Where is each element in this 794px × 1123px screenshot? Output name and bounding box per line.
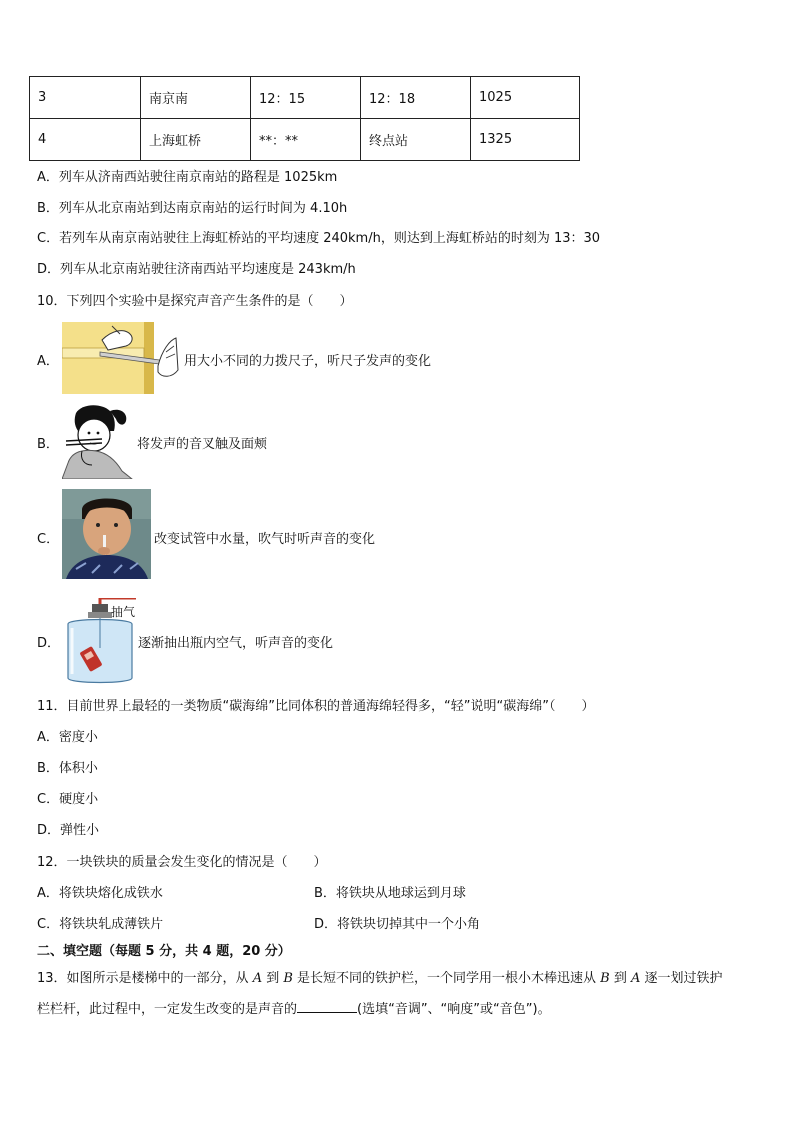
q11-option-a: A．密度小 bbox=[37, 730, 98, 745]
q13-text: 是长短不同的铁护栏，一个同学用一根小木棒迅速从 bbox=[292, 971, 601, 986]
ruler-experiment-image bbox=[62, 322, 182, 394]
tuning-fork-girl-image bbox=[62, 403, 136, 479]
table-cell: 南京南 bbox=[141, 77, 251, 119]
q10-option-a-text: 用大小不同的力拨尺子，听尺子发声的变化 bbox=[184, 354, 432, 369]
q11-option-b: B．体积小 bbox=[37, 761, 98, 776]
q10-option-c-text: 改变试管中水量，吹气时听声音的变化 bbox=[154, 532, 376, 547]
q12-option-c: C．将铁块轧成薄铁片 bbox=[37, 917, 164, 932]
table-cell: 1025 bbox=[471, 77, 580, 119]
table-cell: **：** bbox=[251, 119, 361, 161]
q13-text: 栏栏杆，此过程中，一定发生改变的是声音的 bbox=[37, 1002, 298, 1017]
q12-option-a: A．将铁块熔化成铁水 bbox=[37, 886, 163, 901]
q9-option-a: A．列车从济南西站驶往南京南站的路程是 1025km bbox=[37, 170, 338, 185]
table-cell: 上海虹桥 bbox=[141, 119, 251, 161]
q9-option-b: B．列车从北京南站到达南京南站的运行时间为 4.10h bbox=[37, 201, 348, 216]
q11-stem: 11．目前世界上最轻的一类物质“碳海绵”比同体积的普通海绵轻得多，“轻”说明“碳海绵”（ ） bbox=[37, 699, 595, 714]
q10-option-d-label: D． bbox=[37, 636, 61, 651]
q12-option-b: B．将铁块从地球运到月球 bbox=[314, 886, 466, 901]
table-cell: 终点站 bbox=[361, 119, 471, 161]
table-cell: 12：15 bbox=[251, 77, 361, 119]
q9-option-d: D．列车从北京南站驶往济南西站平均速度是 243km/h bbox=[37, 262, 356, 277]
q12-stem: 12．一块铁块的质量会发生变化的情况是（ ） bbox=[37, 855, 327, 870]
q13-text: 到 bbox=[262, 971, 284, 986]
q12-option-d: D．将铁块切掉其中一个小角 bbox=[314, 917, 481, 932]
table-cell: 3 bbox=[30, 77, 141, 119]
q13-var-b: B bbox=[283, 971, 293, 986]
q13-var-b: B bbox=[600, 971, 610, 986]
boy-blowing-tube-image bbox=[62, 489, 151, 579]
table-row bbox=[30, 119, 580, 161]
table-cell: 1325 bbox=[471, 119, 580, 161]
q10-option-d-text: 逐渐抽出瓶内空气，听声音的变化 bbox=[138, 636, 334, 651]
table-cell: 4 bbox=[30, 119, 141, 161]
q10-stem: 10．下列四个实验中是探究声音产生条件的是（ ） bbox=[37, 294, 353, 309]
q13-text: 13．如图所示是楼梯中的一部分，从 bbox=[37, 971, 253, 986]
q11-option-c: C．硬度小 bbox=[37, 792, 99, 807]
table-cell: 12：18 bbox=[361, 77, 471, 119]
q13-var-a: A bbox=[631, 971, 641, 986]
q11-option-d: D．弹性小 bbox=[37, 823, 100, 838]
train-schedule-table bbox=[29, 76, 580, 161]
q13-line-1 bbox=[37, 970, 723, 988]
section-title-fill-blank: 二、填空题（每题 5 分，共 4 题，20 分） bbox=[37, 944, 291, 959]
q13-line-2 bbox=[37, 1000, 551, 1019]
answer-blank[interactable] bbox=[297, 1000, 357, 1013]
q13-text: 到 bbox=[609, 971, 631, 986]
q10-option-c-label: C． bbox=[37, 532, 60, 547]
q10-option-a-label: A． bbox=[37, 354, 59, 369]
q10-option-b-label: B． bbox=[37, 437, 59, 452]
q10-option-b-text: 将发声的音叉触及面颊 bbox=[137, 437, 268, 452]
pump-out-air-label: 抽气 bbox=[111, 605, 136, 619]
q13-text: (选填“音调”、“响度”或“音色”)。 bbox=[357, 1002, 551, 1017]
q13-var-a: A bbox=[252, 971, 263, 986]
table-row bbox=[30, 77, 580, 119]
q13-text: 逐一划过铁护 bbox=[640, 971, 723, 986]
q9-option-c: C．若列车从南京南站驶往上海虹桥站的平均速度 240km/h，则达到上海虹桥站的时刻为 13：30 bbox=[37, 231, 601, 246]
